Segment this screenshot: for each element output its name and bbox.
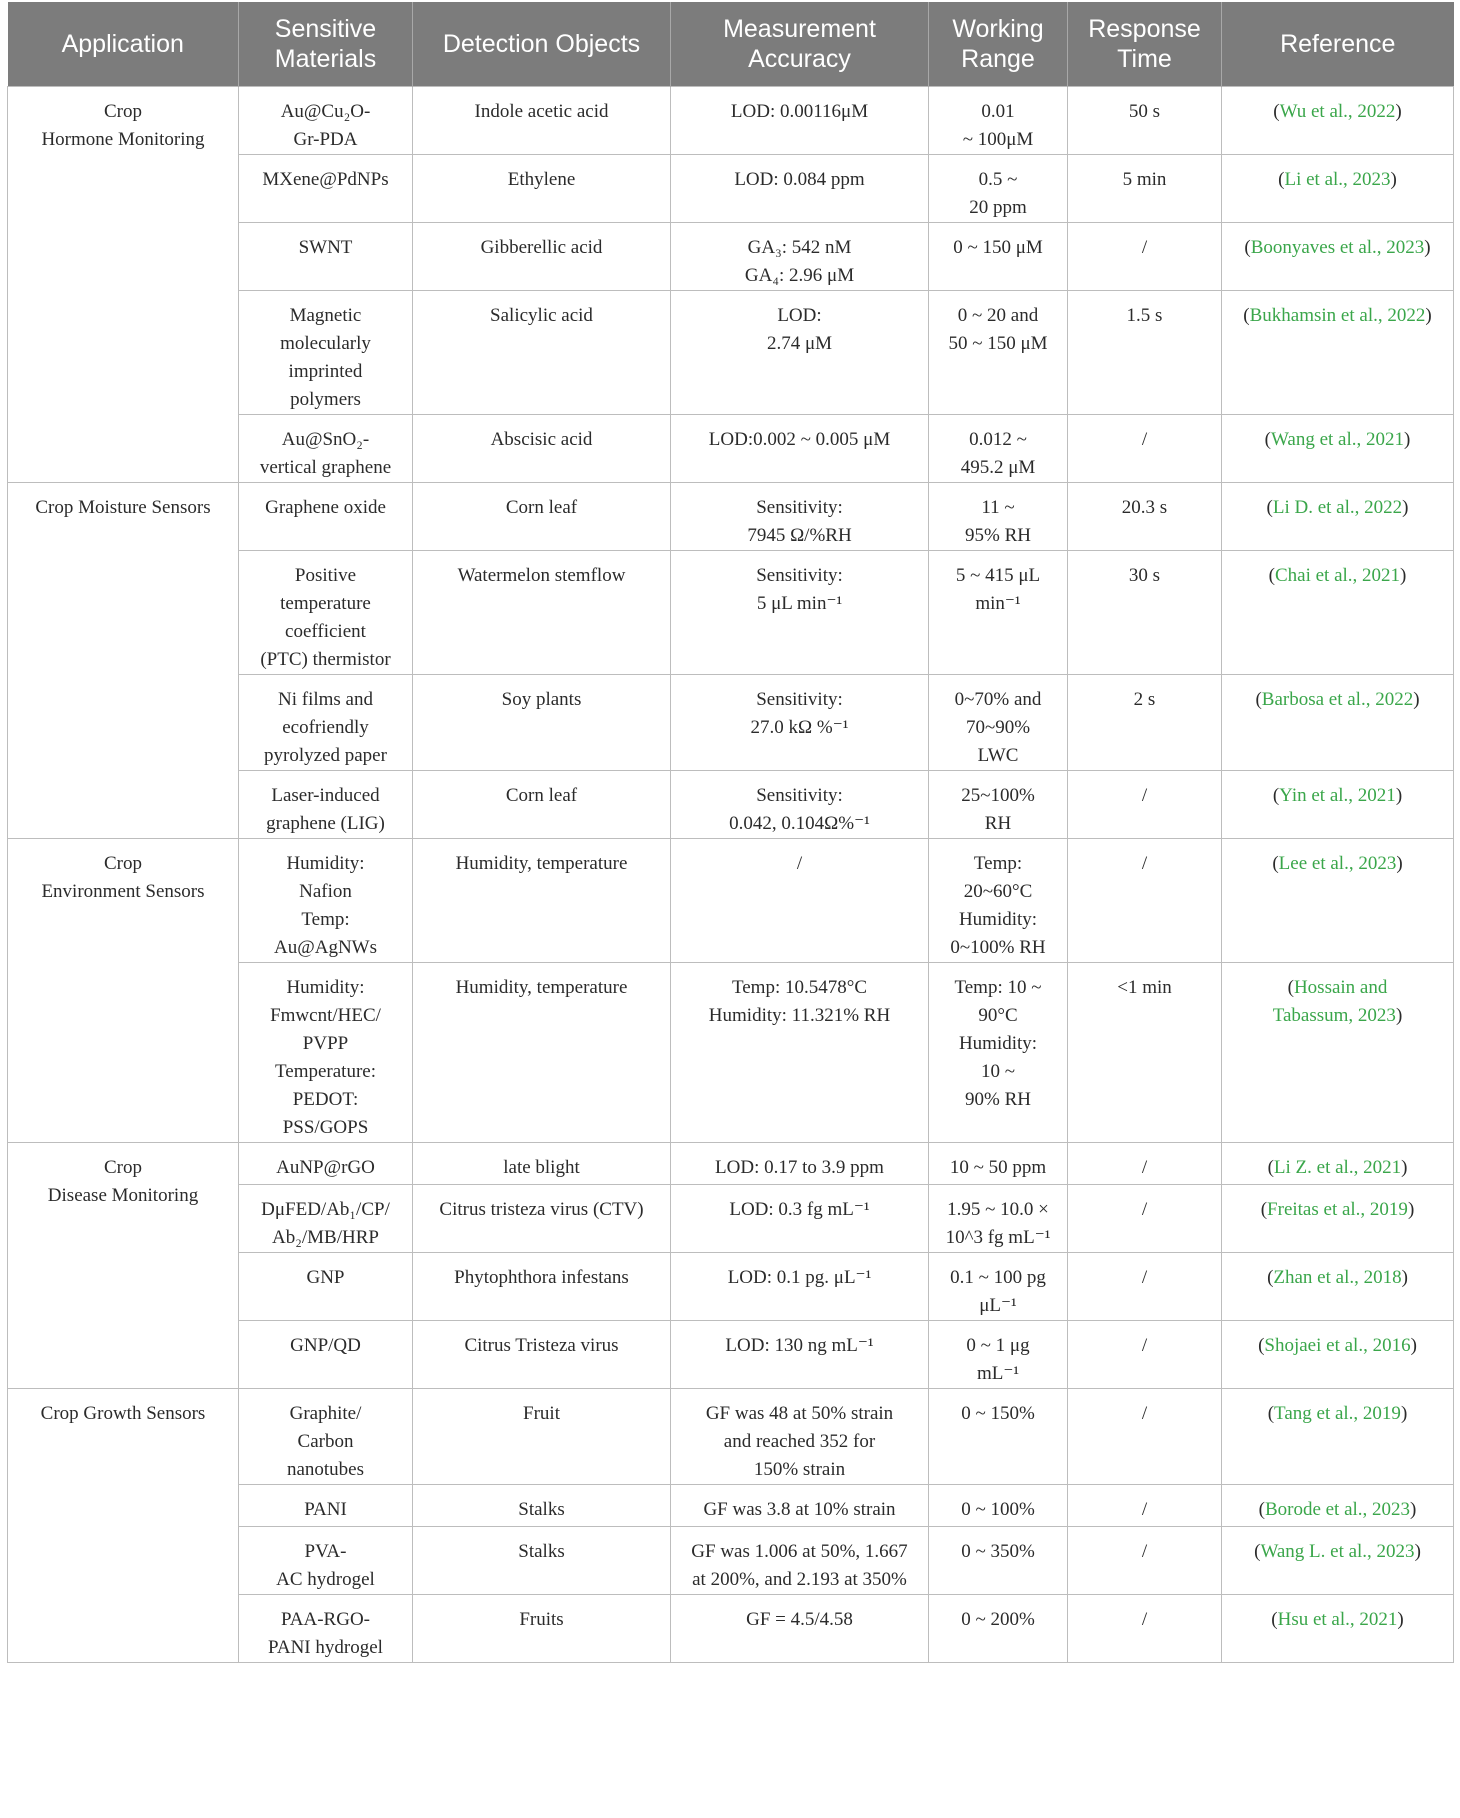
reference-cell: (Tang et al., 2019) — [1222, 1389, 1454, 1485]
application-cell: Crop Disease Monitoring — [8, 1143, 239, 1389]
reference-link[interactable]: Wu et al., 2022 — [1279, 101, 1396, 122]
accuracy-cell: LOD: 0.1 pg. μL⁻¹ — [671, 1253, 929, 1321]
reference-cell: (Shojaei et al., 2016) — [1222, 1321, 1454, 1389]
response-time-cell: / — [1068, 1143, 1222, 1185]
reference-link[interactable]: Hsu et al., 2021 — [1277, 1609, 1398, 1630]
detection-object-cell: Watermelon stemflow — [413, 551, 671, 675]
detection-object-cell: Fruit — [413, 1389, 671, 1485]
response-time-cell: / — [1068, 415, 1222, 483]
reference-link[interactable]: Lee et al., 2023 — [1278, 853, 1397, 874]
detection-object-cell: Fruits — [413, 1595, 671, 1663]
working-range-cell: 0 ~ 100% — [929, 1485, 1068, 1527]
reference-link[interactable]: Barbosa et al., 2022 — [1261, 689, 1414, 710]
material-cell: Positive temperature coefficient (PTC) thermistor — [239, 551, 413, 675]
material-cell: DμFED/Ab₁/CP/ Ab₂/MB/HRP — [239, 1185, 413, 1253]
sensor-table — [7, 2, 1454, 1663]
material-cell: GNP — [239, 1253, 413, 1321]
material-cell: SWNT — [239, 223, 413, 291]
application-cell: Crop Hormone Monitoring — [8, 87, 239, 483]
reference-link[interactable]: Shojaei et al., 2016 — [1264, 1335, 1411, 1356]
material-cell: Magnetic molecularly imprinted polymers — [239, 291, 413, 415]
accuracy-cell: LOD: 130 ng mL⁻¹ — [671, 1321, 929, 1389]
reference-cell: (Wang L. et al., 2023) — [1222, 1527, 1454, 1595]
reference-cell: (Li D. et al., 2022) — [1222, 483, 1454, 551]
response-time-cell: 50 s — [1068, 87, 1222, 155]
column-header: Response Time — [1068, 2, 1222, 87]
response-time-cell: / — [1068, 839, 1222, 963]
working-range-cell: Temp: 10 ~ 90°C Humidity: 10 ~ 90% RH — [929, 963, 1068, 1143]
accuracy-cell: Sensitivity: 7945 Ω/%RH — [671, 483, 929, 551]
reference-link[interactable]: Zhan et al., 2018 — [1273, 1267, 1402, 1288]
reference-cell: (Chai et al., 2021) — [1222, 551, 1454, 675]
reference-link[interactable]: Li Z. et al., 2021 — [1273, 1157, 1402, 1178]
detection-object-cell: Corn leaf — [413, 771, 671, 839]
working-range-cell: 0 ~ 150% — [929, 1389, 1068, 1485]
table-row — [8, 87, 1454, 155]
table-row — [8, 1143, 1454, 1185]
column-header: Working Range — [929, 2, 1068, 87]
detection-object-cell: late blight — [413, 1143, 671, 1185]
response-time-cell: 20.3 s — [1068, 483, 1222, 551]
material-cell: PAA-RGO- PANI hydrogel — [239, 1595, 413, 1663]
reference-link[interactable]: Chai et al., 2021 — [1274, 565, 1401, 586]
detection-object-cell: Citrus Tristeza virus — [413, 1321, 671, 1389]
accuracy-cell: GF = 4.5/4.58 — [671, 1595, 929, 1663]
header-row — [8, 2, 1454, 87]
material-cell: Graphite/ Carbon nanotubes — [239, 1389, 413, 1485]
accuracy-cell: / — [671, 839, 929, 963]
reference-cell: (Bukhamsin et al., 2022) — [1222, 291, 1454, 415]
reference-cell: (Yin et al., 2021) — [1222, 771, 1454, 839]
application-cell: Crop Environment Sensors — [8, 839, 239, 1143]
material-cell: Au@Cu₂O- Gr-PDA — [239, 87, 413, 155]
column-header: Application — [8, 2, 239, 87]
detection-object-cell: Gibberellic acid — [413, 223, 671, 291]
response-time-cell: / — [1068, 1527, 1222, 1595]
material-cell: MXene@PdNPs — [239, 155, 413, 223]
accuracy-cell: GF was 3.8 at 10% strain — [671, 1485, 929, 1527]
table-row — [8, 839, 1454, 963]
material-cell: GNP/QD — [239, 1321, 413, 1389]
reference-cell: (Hsu et al., 2021) — [1222, 1595, 1454, 1663]
reference-link[interactable]: Li D. et al., 2022 — [1272, 497, 1403, 518]
working-range-cell: Temp: 20~60°C Humidity: 0~100% RH — [929, 839, 1068, 963]
material-cell: AuNP@rGO — [239, 1143, 413, 1185]
accuracy-cell: LOD: 0.17 to 3.9 ppm — [671, 1143, 929, 1185]
response-time-cell: / — [1068, 223, 1222, 291]
working-range-cell: 11 ~ 95% RH — [929, 483, 1068, 551]
accuracy-cell: LOD: 0.084 ppm — [671, 155, 929, 223]
reference-link[interactable]: Boonyaves et al., 2023 — [1250, 237, 1425, 258]
accuracy-cell: LOD: 0.3 fg mL⁻¹ — [671, 1185, 929, 1253]
detection-object-cell: Humidity, temperature — [413, 963, 671, 1143]
detection-object-cell: Phytophthora infestans — [413, 1253, 671, 1321]
detection-object-cell: Abscisic acid — [413, 415, 671, 483]
response-time-cell: / — [1068, 1595, 1222, 1663]
table-row — [8, 1389, 1454, 1485]
material-cell: PANI — [239, 1485, 413, 1527]
column-header: Sensitive Materials — [239, 2, 413, 87]
response-time-cell: / — [1068, 1389, 1222, 1485]
material-cell: Ni films and ecofriendly pyrolyzed paper — [239, 675, 413, 771]
material-cell: PVA- AC hydrogel — [239, 1527, 413, 1595]
accuracy-cell: Temp: 10.5478°C Humidity: 11.321% RH — [671, 963, 929, 1143]
accuracy-cell: LOD: 2.74 μM — [671, 291, 929, 415]
reference-cell: (Freitas et al., 2019) — [1222, 1185, 1454, 1253]
working-range-cell: 0~70% and 70~90% LWC — [929, 675, 1068, 771]
reference-link[interactable]: Tang et al., 2019 — [1274, 1403, 1401, 1424]
working-range-cell: 0.1 ~ 100 pg μL⁻¹ — [929, 1253, 1068, 1321]
accuracy-cell: LOD:0.002 ~ 0.005 μM — [671, 415, 929, 483]
response-time-cell: 30 s — [1068, 551, 1222, 675]
detection-object-cell: Stalks — [413, 1527, 671, 1595]
material-cell: Graphene oxide — [239, 483, 413, 551]
response-time-cell: / — [1068, 1321, 1222, 1389]
reference-link[interactable]: Li et al., 2023 — [1284, 169, 1391, 190]
detection-object-cell: Corn leaf — [413, 483, 671, 551]
reference-cell: (Wang et al., 2021) — [1222, 415, 1454, 483]
reference-link[interactable]: Bukhamsin et al., 2022 — [1249, 305, 1426, 326]
detection-object-cell: Humidity, temperature — [413, 839, 671, 963]
working-range-cell: 0.012 ~ 495.2 μM — [929, 415, 1068, 483]
working-range-cell: 1.95 ~ 10.0 × 10^3 fg mL⁻¹ — [929, 1185, 1068, 1253]
application-cell: Crop Moisture Sensors — [8, 483, 239, 839]
reference-cell: (Wu et al., 2022) — [1222, 87, 1454, 155]
working-range-cell: 0 ~ 20 and 50 ~ 150 μM — [929, 291, 1068, 415]
response-time-cell: 1.5 s — [1068, 291, 1222, 415]
accuracy-cell: LOD: 0.00116μM — [671, 87, 929, 155]
reference-cell: (Borode et al., 2023) — [1222, 1485, 1454, 1527]
response-time-cell: 5 min — [1068, 155, 1222, 223]
working-range-cell: 0 ~ 150 μM — [929, 223, 1068, 291]
working-range-cell: 0 ~ 350% — [929, 1527, 1068, 1595]
detection-object-cell: Citrus tristeza virus (CTV) — [413, 1185, 671, 1253]
material-cell: Au@SnO₂- vertical graphene — [239, 415, 413, 483]
working-range-cell: 10 ~ 50 ppm — [929, 1143, 1068, 1185]
application-cell: Crop Growth Sensors — [8, 1389, 239, 1663]
reference-cell: (Barbosa et al., 2022) — [1222, 675, 1454, 771]
detection-object-cell: Soy plants — [413, 675, 671, 771]
reference-link[interactable]: Hossain and Tabassum, 2023 — [1272, 977, 1396, 1026]
material-cell: Humidity: Nafion Temp: Au@AgNWs — [239, 839, 413, 963]
reference-cell: (Li Z. et al., 2021) — [1222, 1143, 1454, 1185]
response-time-cell: / — [1068, 771, 1222, 839]
accuracy-cell: GF was 1.006 at 50%, 1.667 at 200%, and 2.193 at 350% — [671, 1527, 929, 1595]
response-time-cell: / — [1068, 1485, 1222, 1527]
table-body — [8, 87, 1454, 1663]
reference-link[interactable]: Borode et al., 2023 — [1264, 1499, 1411, 1520]
reference-cell: (Boonyaves et al., 2023) — [1222, 223, 1454, 291]
reference-link[interactable]: Freitas et al., 2019 — [1267, 1199, 1408, 1220]
response-time-cell: / — [1068, 1185, 1222, 1253]
reference-cell: (Zhan et al., 2018) — [1222, 1253, 1454, 1321]
detection-object-cell: Ethylene — [413, 155, 671, 223]
working-range-cell: 5 ~ 415 μL min⁻¹ — [929, 551, 1068, 675]
reference-link[interactable]: Yin et al., 2021 — [1279, 785, 1396, 806]
reference-link[interactable]: Wang et al., 2021 — [1270, 429, 1405, 450]
working-range-cell: 25~100% RH — [929, 771, 1068, 839]
working-range-cell: 0 ~ 1 μg mL⁻¹ — [929, 1321, 1068, 1389]
reference-cell: (Lee et al., 2023) — [1222, 839, 1454, 963]
accuracy-cell: GF was 48 at 50% strain and reached 352 for 150% strain — [671, 1389, 929, 1485]
column-header: Measurement Accuracy — [671, 2, 929, 87]
material-cell: Laser-induced graphene (LIG) — [239, 771, 413, 839]
detection-object-cell: Salicylic acid — [413, 291, 671, 415]
response-time-cell: / — [1068, 1253, 1222, 1321]
detection-object-cell: Indole acetic acid — [413, 87, 671, 155]
working-range-cell: 0 ~ 200% — [929, 1595, 1068, 1663]
accuracy-cell: GA₃: 542 nM GA₄: 2.96 μM — [671, 223, 929, 291]
accuracy-cell: Sensitivity: 27.0 kΩ %⁻¹ — [671, 675, 929, 771]
working-range-cell: 0.01 ~ 100μM — [929, 87, 1068, 155]
reference-link[interactable]: Wang L. et al., 2023 — [1260, 1541, 1415, 1562]
table-row — [8, 483, 1454, 551]
column-header: Reference — [1222, 2, 1454, 87]
accuracy-cell: Sensitivity: 0.042, 0.104Ω%⁻¹ — [671, 771, 929, 839]
reference-cell: (Hossain and Tabassum, 2023) — [1222, 963, 1454, 1143]
reference-cell: (Li et al., 2023) — [1222, 155, 1454, 223]
material-cell: Humidity: Fmwcnt/HEC/ PVPP Temperature: PEDOT: PSS/GOPS — [239, 963, 413, 1143]
response-time-cell: 2 s — [1068, 675, 1222, 771]
working-range-cell: 0.5 ~ 20 ppm — [929, 155, 1068, 223]
detection-object-cell: Stalks — [413, 1485, 671, 1527]
column-header: Detection Objects — [413, 2, 671, 87]
table-header — [8, 2, 1454, 87]
response-time-cell: <1 min — [1068, 963, 1222, 1143]
accuracy-cell: Sensitivity: 5 μL min⁻¹ — [671, 551, 929, 675]
